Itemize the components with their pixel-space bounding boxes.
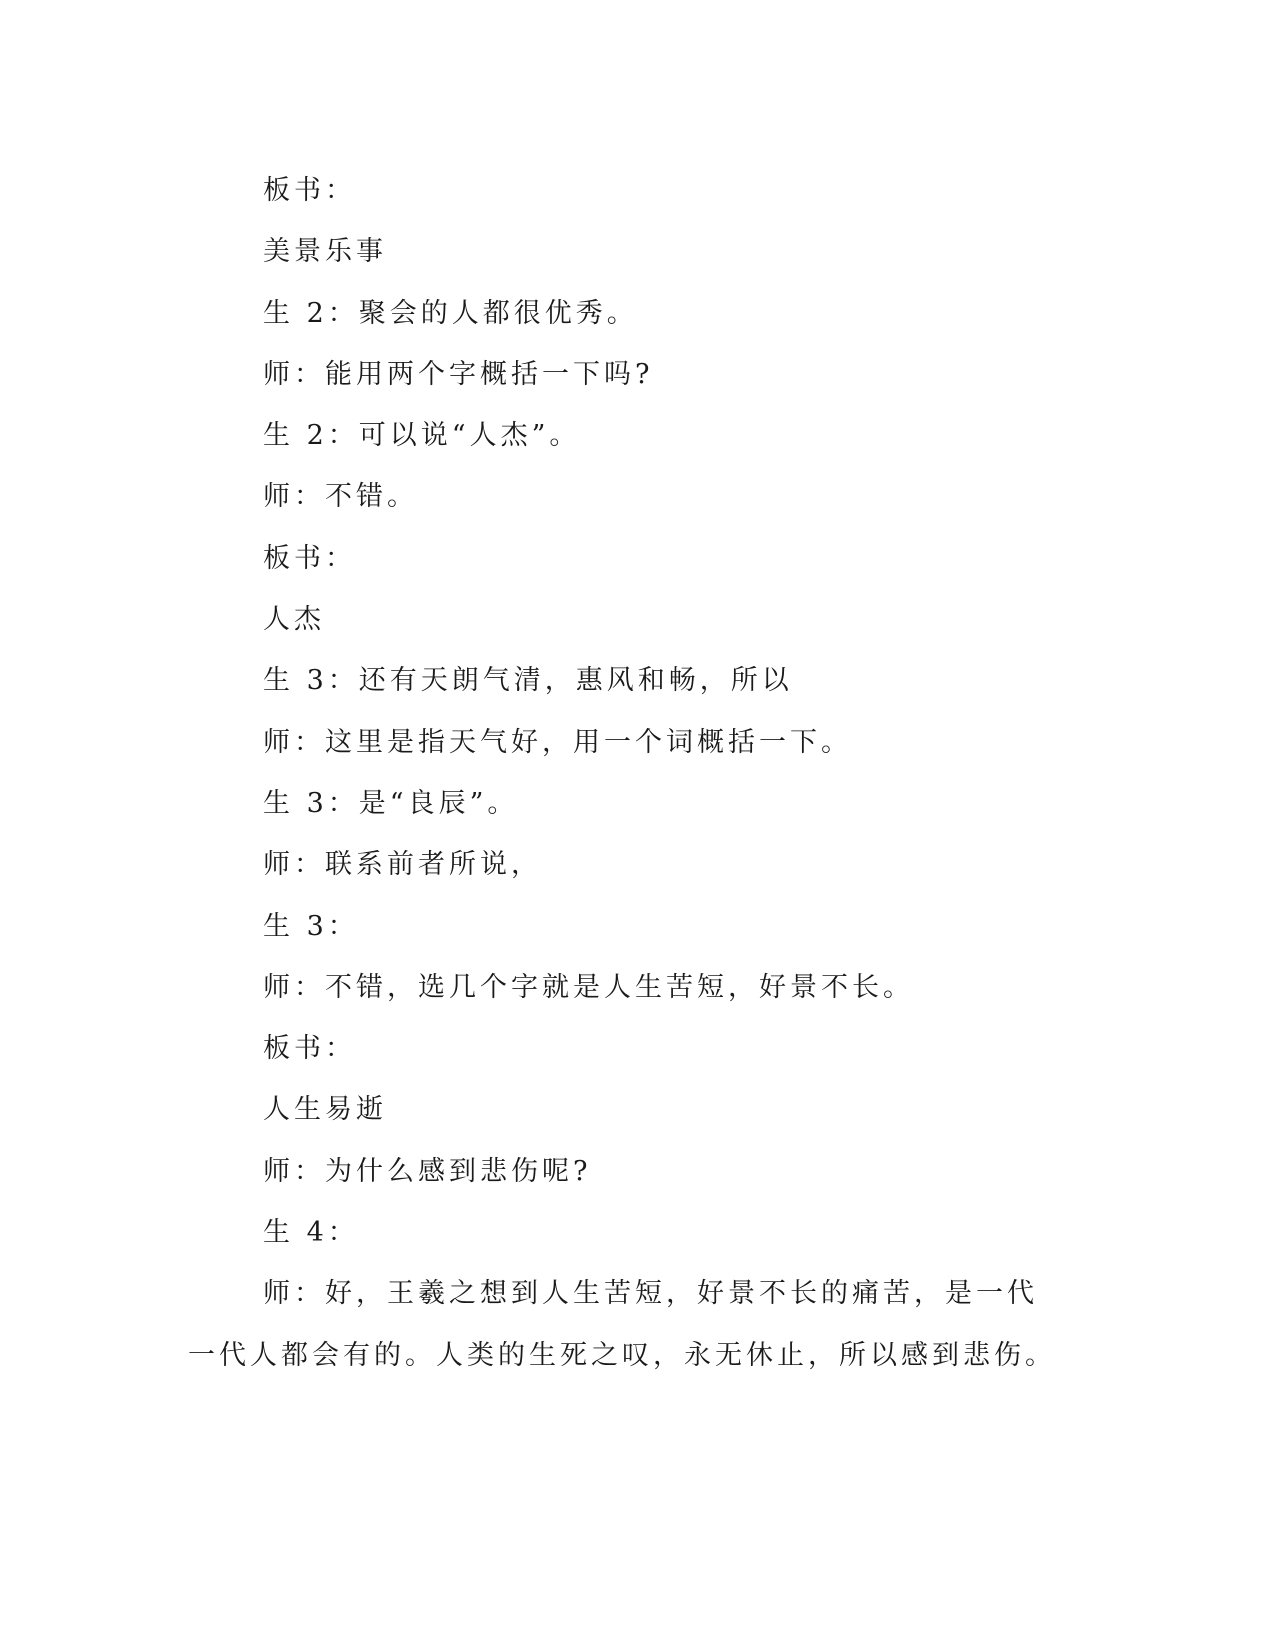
- dialogue-line: 生 2：聚会的人都很优秀。: [263, 297, 638, 329]
- dialogue-line: 生 3：是“良辰”。: [263, 787, 519, 819]
- dialogue-line: 生 3：还有天朗气清，惠风和畅，所以: [263, 665, 793, 697]
- dialogue-line: 师：不错。: [263, 481, 418, 513]
- board-note-label: 板书：: [263, 542, 356, 574]
- board-note-text: 人杰: [263, 604, 325, 636]
- board-note-label: 板书：: [263, 175, 356, 206]
- document-body: [188, 160, 1068, 1386]
- dialogue-line: 师：这里是指天气好，用一个词概括一下。: [263, 726, 852, 758]
- dialogue-line: 师：联系前者所说，: [263, 849, 542, 881]
- board-note-label: 板书：: [263, 1033, 356, 1065]
- dialogue-line: 师：能用两个字概括一下吗?: [263, 358, 654, 390]
- dialogue-line: 师：为什么感到悲伤呢?: [263, 1155, 592, 1187]
- dialogue-line: 师：不错，选几个字就是人生苦短，好景不长。: [263, 971, 914, 1003]
- dialogue-line: 生 4：: [263, 1217, 359, 1249]
- dialogue-line: 生 2：可以说“人杰”。: [263, 420, 581, 452]
- dialogue-line: 生 3：: [263, 910, 359, 942]
- board-note-text: 人生易逝: [263, 1094, 387, 1126]
- final-paragraph: 师：好，王羲之想到人生苦短，好景不长的痛苦，是一代一代人都会有的。人类的生死之叹，永无休止，所以感到悲伤。: [188, 1278, 1056, 1371]
- board-note-text: 美景乐事: [263, 236, 387, 268]
